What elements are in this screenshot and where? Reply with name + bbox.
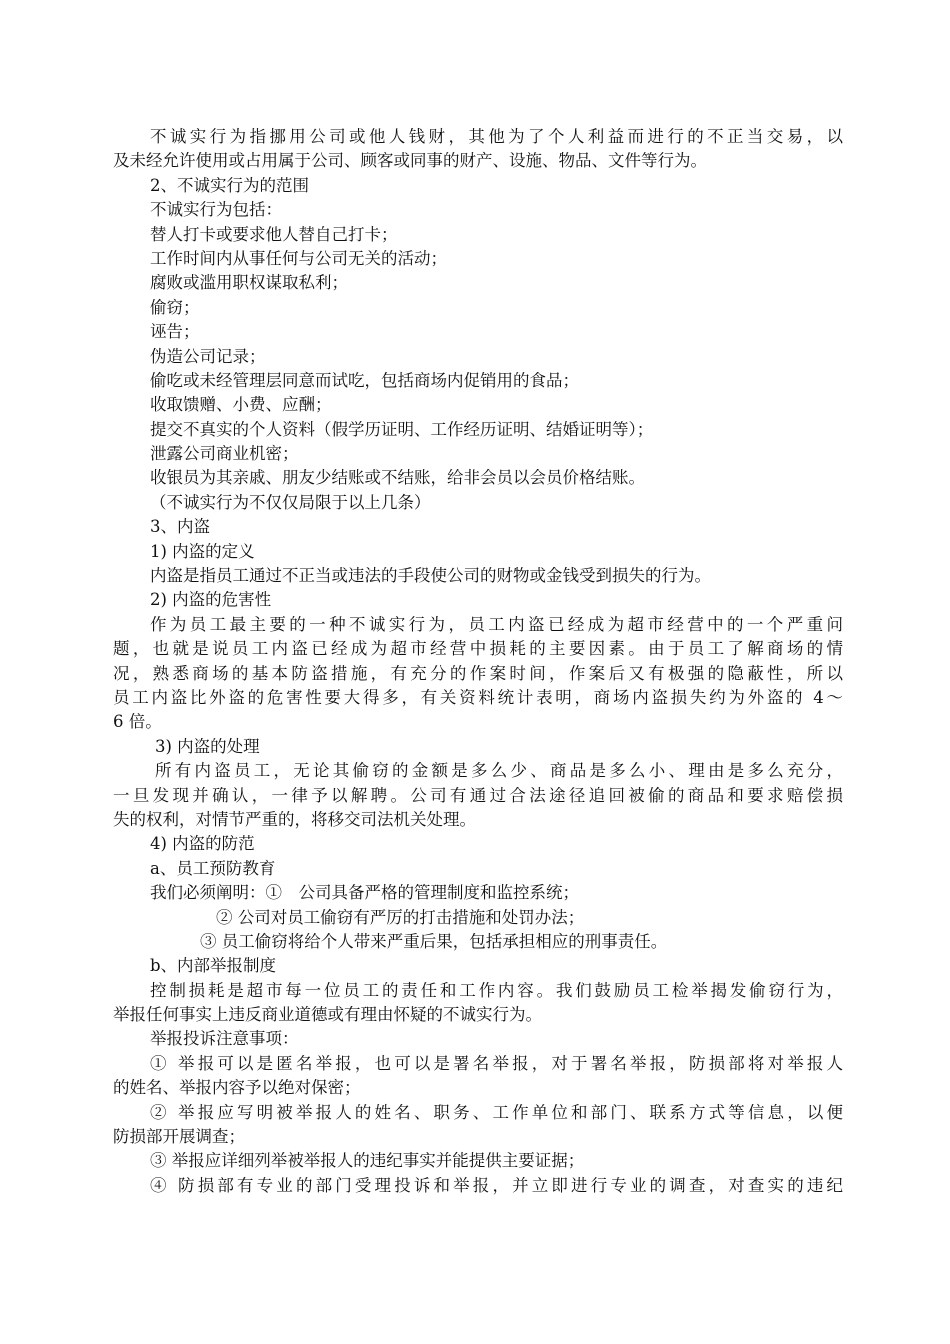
- text-line: 4) 内盗的防范: [150, 834, 255, 854]
- text-line: 不诚实行为包括：: [150, 200, 282, 220]
- text-line: 诬告；: [150, 322, 200, 342]
- text-line: 不诚实行为指挪用公司或他人钱财，其他为了个人利益而进行的不正当交易，以: [150, 127, 843, 146]
- text-line: 所有内盗员工，无论其偷窃的金额是多么少、商品是多么小、理由是多么充分，: [155, 761, 843, 781]
- text-line: ② 公司对员工偷窃有严厉的打击措施和处罚办法；: [216, 907, 585, 927]
- text-line: 工作时间内从事任何与公司无关的活动；: [150, 248, 447, 268]
- text-line: 3) 内盗的处理: [155, 736, 260, 756]
- text-line: 员工内盗比外盗的危害性要大得多，有关资料统计表明，商场内盗损失约为外盗的 4～: [113, 687, 843, 707]
- text-line: 替人打卡或要求他人替自己打卡；: [150, 224, 398, 244]
- text-line: 泄露公司商业机密；: [150, 444, 299, 464]
- text-line: 失的权利，对情节严重的，将移交司法机关处理。: [113, 809, 476, 829]
- text-line: 收取馈赠、小费、应酬；: [150, 395, 332, 415]
- text-line: 举报任何事实上违反商业道德或有理由怀疑的不诚实行为。: [113, 1005, 542, 1025]
- text-line: 内盗是指员工通过不正当或违法的手段使公司的财物或金钱受到损失的行为。: [150, 566, 711, 586]
- text-line: （不诚实行为不仅仅局限于以上几条）: [150, 492, 431, 512]
- text-line: 控制损耗是超市每一位员工的责任和工作内容。我们鼓励员工检举揭发偷窃行为，: [150, 980, 843, 1000]
- text-line: 伪造公司记录；: [150, 346, 266, 366]
- text-line: ③ 举报应详细列举被举报人的违纪事实并能提供主要证据；: [150, 1151, 585, 1171]
- text-line: ④ 防损部有专业的部门受理投诉和举报，并立即进行专业的调查，对查实的违纪: [150, 1175, 843, 1195]
- text-line: 作为员工最主要的一种不诚实行为，员工内盗已经成为超市经营中的一个严重问: [150, 614, 843, 634]
- text-line: 收银员为其亲戚、朋友少结账或不结账，给非会员以会员价格结账。: [150, 468, 645, 488]
- text-line: ① 举报可以是匿名举报，也可以是署名举报，对于署名举报，防损部将对举报人: [150, 1053, 843, 1073]
- text-line: ③ 员工偷窃将给个人带来严重后果，包括承担相应的刑事责任。: [200, 931, 668, 951]
- text-line: 1) 内盗的定义: [150, 541, 255, 561]
- text-line: 举报投诉注意事项：: [150, 1029, 299, 1049]
- text-line: 偷窃；: [150, 297, 200, 317]
- text-line: ② 举报应写明被举报人的姓名、职务、工作单位和部门、联系方式等信息，以便: [150, 1102, 843, 1122]
- text-line: a、员工预防教育: [150, 858, 276, 878]
- text-line: 2、不诚实行为的范围: [150, 175, 309, 195]
- text-line: 防损部开展调查；: [113, 1127, 245, 1147]
- text-line: 6 倍。: [113, 712, 162, 732]
- text-line: 腐败或滥用职权谋取私利；: [150, 273, 348, 293]
- document-body: [113, 125, 843, 1198]
- text-line: 题，也就是说员工内盗已经成为超市经营中损耗的主要因素。由于员工了解商场的情: [113, 639, 843, 659]
- text-line: 一旦发现并确认，一律予以解聘。公司有通过合法途径追回被偷的商品和要求赔偿损: [113, 785, 843, 805]
- text-line: 偷吃或未经管理层同意而试吃，包括商场内促销用的食品；: [150, 370, 579, 390]
- text-line: 2) 内盗的危害性: [150, 590, 272, 610]
- text-line: 及未经允许使用或占用属于公司、顾客或同事的财产、设施、物品、文件等行为。: [113, 151, 707, 171]
- text-line: b、内部举报制度: [150, 956, 277, 976]
- text-line: 的姓名、举报内容予以绝对保密；: [113, 1078, 361, 1098]
- text-line: 3、内盗: [150, 517, 210, 537]
- text-line: 我们必须阐明：① 公司具备严格的管理制度和监控系统；: [150, 883, 579, 903]
- text-line: 提交不真实的个人资料（假学历证明、工作经历证明、结婚证明等）；: [150, 419, 654, 439]
- text-line: 况，熟悉商场的基本防盗措施，有充分的作案时间，作案后又有极强的隐蔽性，所以: [113, 663, 843, 683]
